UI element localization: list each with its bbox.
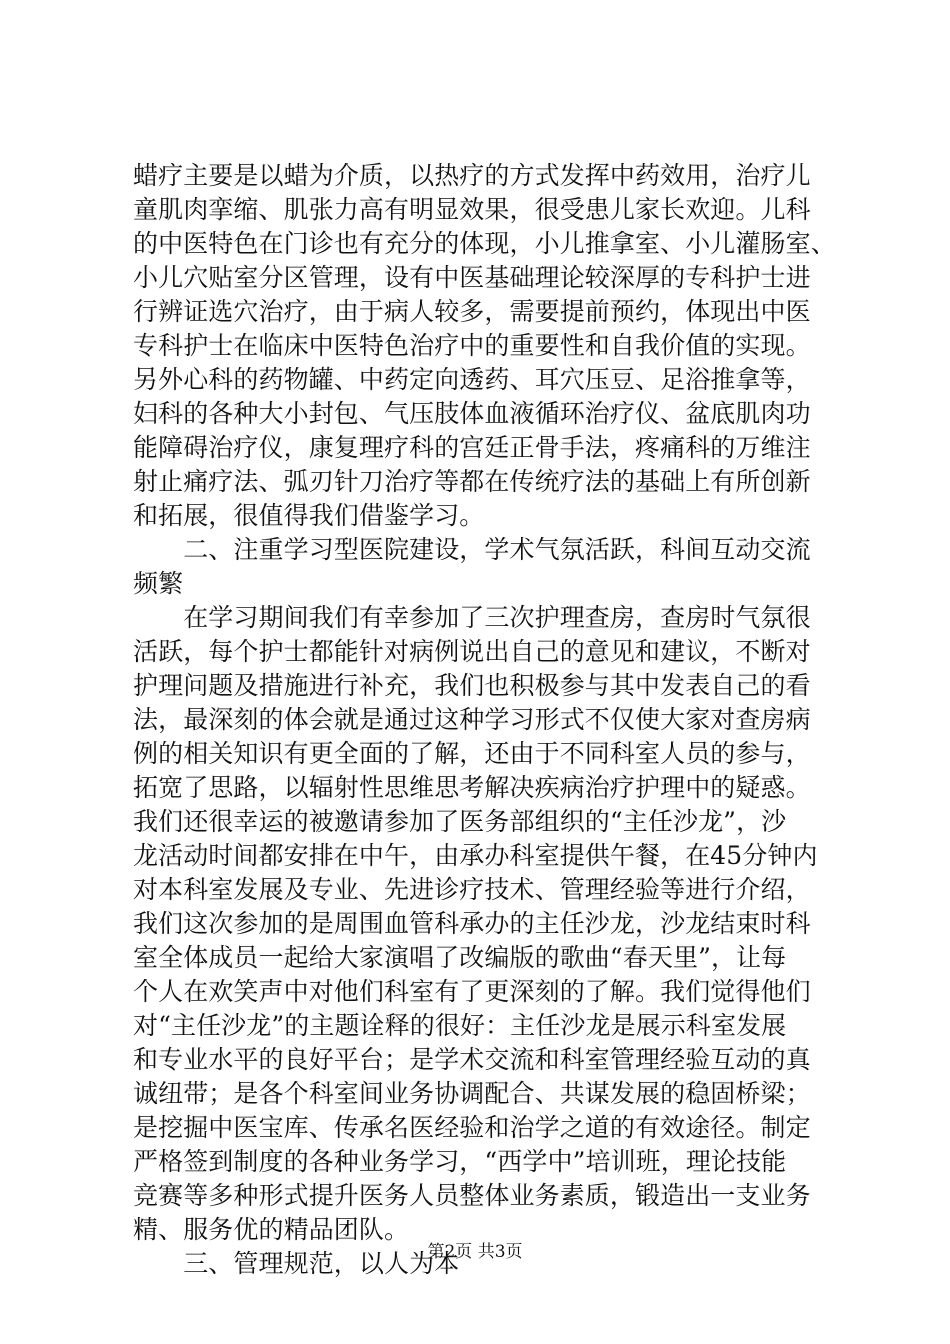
section-heading: 二、注重学习型医院建设，学术气氛活跃，科间互动交流	[133, 535, 811, 564]
text-line: 精、服务优的精品团队。	[133, 1215, 410, 1244]
text-line: 活跃，每个护士都能针对病例说出自己的意见和建议，不断对	[133, 637, 811, 666]
text-line: 个人在欢笑声中对他们科室有了更深刻的了解。我们觉得他们	[133, 977, 811, 1006]
text-line: 拓宽了思路，以辐射性思维思考解决疾病治疗护理中的疑惑。	[133, 773, 811, 802]
text-line: 是挖掘中医宝库、传承名医经验和治学之道的有效途径。制定	[133, 1113, 811, 1142]
text-line: 对本科室发展及专业、先进诊疗技术、管理经验等进行介绍，	[133, 875, 811, 904]
text-line: 法，最深刻的体会就是通过这种学习形式不仅使大家对查房病	[133, 705, 811, 734]
text-line: 我们还很幸运的被邀请参加了医务部组织的“主任沙龙”，沙	[133, 807, 787, 836]
text-line: 对“主任沙龙”的主题诠释的很好：主任沙龙是展示科室发展	[133, 1011, 787, 1040]
text-line: 我们这次参加的是周围血管科承办的主任沙龙，沙龙结束时科	[133, 909, 811, 938]
text-line: 室全体成员一起给大家演唱了改编版的歌曲“春天里”，让每	[133, 943, 787, 972]
text-line: 射止痛疗法、弧刃针刀治疗等都在传统疗法的基础上有所创新	[133, 467, 811, 496]
text-line: 和专业水平的良好平台；是学术交流和科室管理经验互动的真	[133, 1045, 811, 1074]
text-line: 专科护士在临床中医特色治疗中的重要性和自我价值的实现。	[133, 331, 811, 360]
text-line: 的中医特色在门诊也有充分的体现，小儿推拿室、小儿灌肠室、	[133, 229, 836, 258]
text-line: 龙活动时间都安排在中午，由承办科室提供午餐，在45分钟内	[133, 841, 818, 870]
text-line: 童肌肉挛缩、肌张力高有明显效果，很受患儿家长欢迎。儿科	[133, 195, 811, 224]
text-line: 小儿穴贴室分区管理，设有中医基础理论较深厚的专科护士进	[133, 263, 811, 292]
text-line: 另外心科的药物罐、中药定向透药、耳穴压豆、足浴推拿等，	[133, 365, 811, 394]
text-line: 妇科的各种大小封包、气压肢体血液循环治疗仪、盆底肌肉功	[133, 399, 811, 428]
text-line: 在学习期间我们有幸参加了三次护理查房，查房时气氛很	[133, 603, 811, 632]
text-line: 诚纽带；是各个科室间业务协调配合、共谋发展的稳固桥梁；	[133, 1079, 811, 1108]
page-number-footer: 第2页 共3页	[427, 1242, 523, 1262]
text-line: 和拓展，很值得我们借鉴学习。	[133, 501, 485, 530]
text-line: 例的相关知识有更全面的了解，还由于不同科室人员的参与，	[133, 739, 811, 768]
text-line: 严格签到制度的各种业务学习，“西学中”培训班，理论技能	[133, 1147, 787, 1176]
text-line: 蜡疗主要是以蜡为介质，以热疗的方式发挥中药效用，治疗儿	[133, 161, 811, 190]
section-heading: 三、管理规范，以人为本	[133, 1249, 460, 1278]
section-heading: 频繁	[133, 569, 184, 598]
document-body	[133, 159, 836, 1281]
text-line: 行辨证选穴治疗，由于病人较多，需要提前预约，体现出中医	[133, 297, 811, 326]
text-line: 护理问题及措施进行补充，我们也积极参与其中发表自己的看	[133, 671, 811, 700]
text-line: 竞赛等多种形式提升医务人员整体业务素质，锻造出一支业务	[133, 1181, 811, 1210]
text-line: 能障碍治疗仪，康复理疗科的宫廷正骨手法，疼痛科的万维注	[133, 433, 811, 462]
